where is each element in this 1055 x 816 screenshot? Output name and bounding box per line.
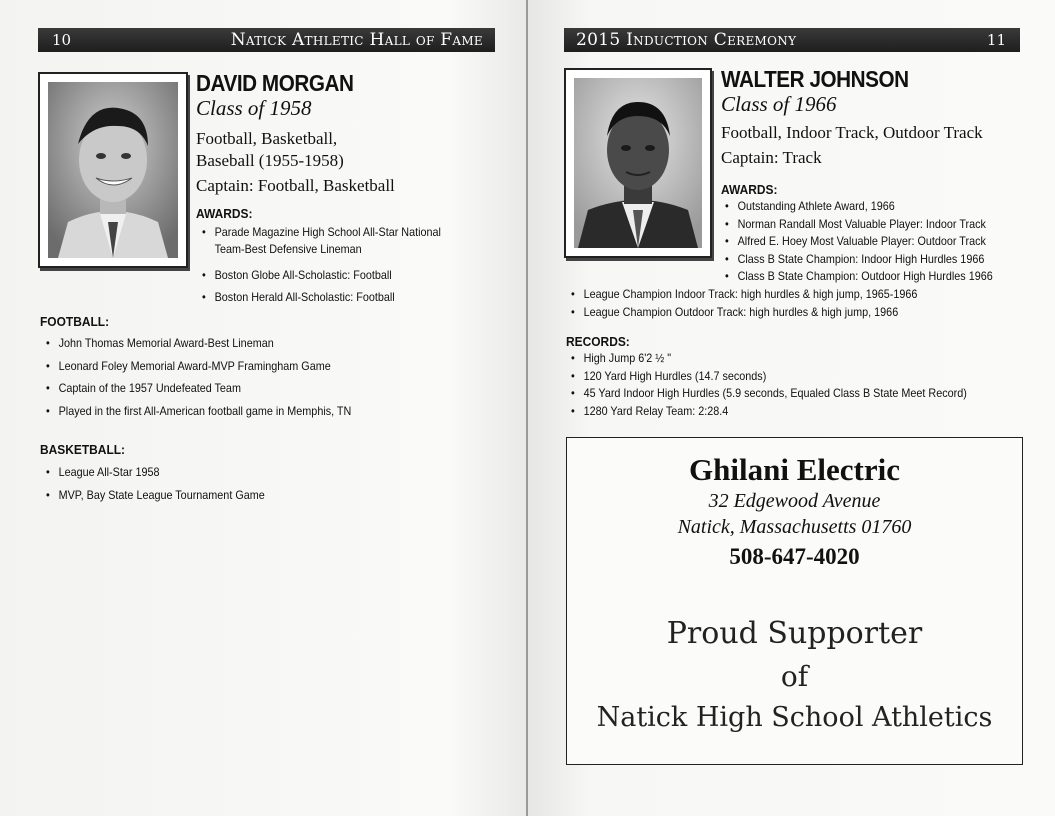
records-list [571, 350, 1011, 420]
basketball-heading: BASKETBALL: [40, 442, 126, 457]
list-item: • Played in the first All-American football game in Memphis, TN [46, 400, 351, 423]
left-header-bar [38, 28, 495, 52]
list-item: • League All-Star 1958 [46, 461, 265, 484]
page-number: 10 [52, 31, 72, 49]
page-number: 11 [986, 31, 1006, 49]
list-item: • Norman Randall Most Valuable Player: Indoor Track [725, 216, 993, 234]
list-item: • Class B State Champion: Outdoor High Hurdles 1966 [725, 268, 993, 286]
awards-list [725, 198, 1022, 286]
basketball-list [46, 461, 289, 507]
list-item: • Boston Globe All-Scholastic: Football [202, 264, 454, 286]
list-item: • Leonard Foley Memorial Award-MVP Framingham Game [46, 355, 351, 378]
awards-heading: AWARDS: [196, 206, 253, 221]
sports-line-2: Baseball (1955-1958) [196, 151, 344, 170]
sports-played [196, 128, 344, 172]
list-item: • High Jump 6'2 ½ " [571, 350, 967, 368]
ad-tagline-1: Proud Supporter [666, 616, 923, 651]
right-header-bar [564, 28, 1020, 52]
list-item: • Boston Herald All-Scholastic: Football [202, 286, 454, 308]
list-item: • Outstanding Athlete Award, 1966 [725, 198, 993, 216]
list-item: • 1280 Yard Relay Team: 2:28.4 [571, 403, 967, 421]
league-list [571, 286, 956, 321]
david-morgan-photo-frame [38, 72, 188, 268]
ad-tagline-3: Natick High School Athletics [596, 702, 993, 733]
football-list [46, 332, 385, 422]
football-heading: FOOTBALL: [40, 314, 110, 329]
ad-company-name: Ghilani Electric [689, 452, 900, 487]
sports-played: Football, Indoor Track, Outdoor Track [721, 123, 983, 142]
records-heading: RECORDS: [566, 334, 630, 349]
walter-johnson-photo [574, 78, 702, 248]
ad-address-line-2: Natick, Massachusetts 01760 [677, 516, 912, 538]
list-item: • Parade Magazine High School All-Star National Team-Best Defensive Lineman [202, 224, 454, 258]
header-title: Natick Athletic Hall of Fame [230, 30, 483, 50]
walter-johnson-photo-frame [564, 68, 712, 258]
class-of: Class of 1966 [721, 92, 837, 116]
list-item: • John Thomas Memorial Award-Best Lineman [46, 332, 351, 355]
list-item: • League Champion Outdoor Track: high hurdles & high jump, 1966 [571, 304, 917, 322]
list-item: • 120 Yard High Hurdles (14.7 seconds) [571, 368, 967, 386]
list-item: • 45 Yard Indoor High Hurdles (5.9 seconds, Equaled Class B State Meet Record) [571, 385, 967, 403]
class-of: Class of 1958 [196, 96, 312, 120]
list-item: • MVP, Bay State League Tournament Game [46, 484, 265, 507]
inductee-name: DAVID MORGAN [196, 70, 354, 96]
david-morgan-photo [48, 82, 178, 258]
list-item: • Class B State Champion: Indoor High Hurdles 1966 [725, 251, 993, 269]
list-item: • Captain of the 1957 Undefeated Team [46, 377, 351, 400]
inductee-name: WALTER JOHNSON [721, 66, 909, 92]
captain-line: Captain: Track [721, 148, 822, 167]
right-page [528, 0, 1055, 816]
awards-heading: AWARDS: [721, 182, 778, 197]
sports-line-1: Football, Basketball, [196, 129, 338, 148]
ad-address-line-1: 32 Edgewood Avenue [708, 490, 881, 512]
sponsor-ad [566, 437, 1023, 765]
ad-phone: 508-647-4020 [729, 544, 860, 569]
captain-line: Captain: Football, Basketball [196, 176, 395, 195]
list-item: • Alfred E. Hoey Most Valuable Player: Outdoor Track [725, 233, 993, 251]
header-title: 2015 Induction Ceremony [576, 30, 797, 50]
left-page [0, 0, 527, 816]
awards-list [202, 224, 482, 308]
list-item: • League Champion Indoor Track: high hurdles & high jump, 1965-1966 [571, 286, 917, 304]
ad-tagline-2: of [780, 660, 809, 693]
